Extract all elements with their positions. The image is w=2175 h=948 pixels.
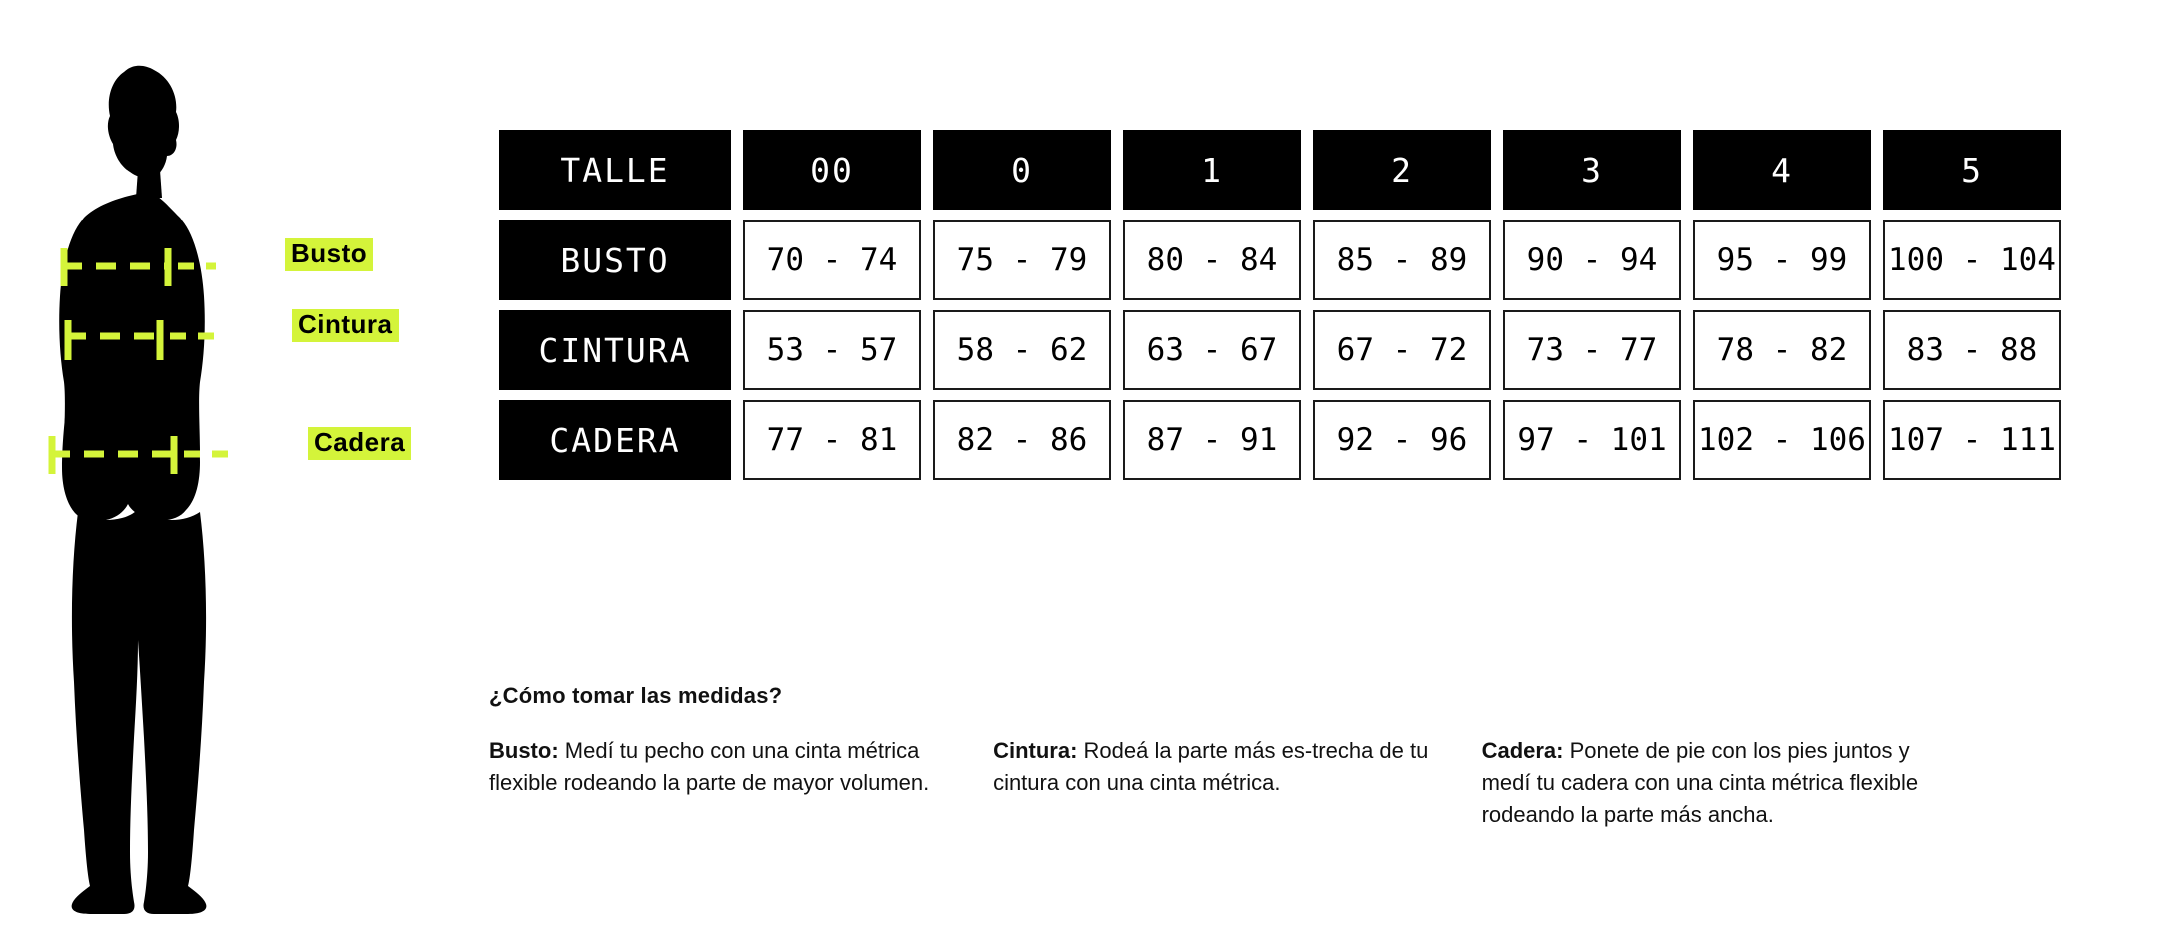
- figure-label-busto: Busto: [285, 238, 373, 271]
- how-to-text-busto: Medí tu pecho con una cinta métrica flexible rodeando la parte de mayor volumen.: [489, 738, 930, 795]
- how-to-term-cintura: Cintura:: [993, 738, 1078, 763]
- female-silhouette-illustration: [20, 20, 470, 920]
- how-to-measure-section: [489, 683, 1919, 831]
- cell-cintura-0: 58 - 62: [933, 310, 1111, 390]
- cell-cintura-00: 53 - 57: [743, 310, 921, 390]
- header-cell-size-2: 2: [1313, 130, 1491, 210]
- cell-busto-2: 85 - 89: [1313, 220, 1491, 300]
- table-row-busto: [499, 220, 2061, 300]
- header-cell-size-00: 00: [743, 130, 921, 210]
- cell-cintura-2: 67 - 72: [1313, 310, 1491, 390]
- cell-busto-4: 95 - 99: [1693, 220, 1871, 300]
- cell-busto-5: 100 - 104: [1883, 220, 2061, 300]
- how-to-item-cadera: [1482, 735, 1919, 831]
- cell-cadera-4: 102 - 106: [1693, 400, 1871, 480]
- figure-panel: [0, 0, 470, 948]
- header-cell-size-0: 0: [933, 130, 1111, 210]
- cell-cadera-2: 92 - 96: [1313, 400, 1491, 480]
- how-to-measure-columns: [489, 735, 1919, 831]
- header-cell-talle: TALLE: [499, 130, 731, 210]
- table-header-row: [499, 130, 2061, 210]
- figure-label-cadera: Cadera: [308, 427, 411, 460]
- header-cell-size-1: 1: [1123, 130, 1301, 210]
- header-cell-size-5: 5: [1883, 130, 2061, 210]
- size-chart-table: [487, 120, 2073, 490]
- cell-cadera-5: 107 - 111: [1883, 400, 2061, 480]
- figure-label-cintura: Cintura: [292, 309, 399, 342]
- cell-cintura-5: 83 - 88: [1883, 310, 2061, 390]
- cell-cadera-0: 82 - 86: [933, 400, 1111, 480]
- header-cell-size-4: 4: [1693, 130, 1871, 210]
- cell-busto-00: 70 - 74: [743, 220, 921, 300]
- how-to-text-cadera: Ponete de pie con los pies juntos y medí tu cadera con una cinta métrica flexible rodeando la parte más ancha.: [1481, 738, 1919, 827]
- cell-cadera-1: 87 - 91: [1123, 400, 1301, 480]
- table-row-cadera: [499, 400, 2061, 480]
- cell-cadera-3: 97 - 101: [1503, 400, 1681, 480]
- cell-busto-1: 80 - 84: [1123, 220, 1301, 300]
- cell-busto-0: 75 - 79: [933, 220, 1111, 300]
- how-to-term-busto: Busto:: [489, 738, 559, 763]
- how-to-measure-title: ¿Cómo tomar las medidas?: [489, 683, 783, 708]
- how-to-text-cintura: Rodeá la parte más es-trecha de tu cintura con una cinta métrica.: [993, 738, 1429, 795]
- cell-cintura-4: 78 - 82: [1693, 310, 1871, 390]
- row-label-busto: BUSTO: [499, 220, 731, 300]
- cell-cintura-1: 63 - 67: [1123, 310, 1301, 390]
- how-to-term-cadera: Cadera:: [1481, 738, 1564, 763]
- cell-busto-3: 90 - 94: [1503, 220, 1681, 300]
- how-to-item-busto: [489, 735, 993, 831]
- row-label-cadera: CADERA: [499, 400, 731, 480]
- row-label-cintura: CINTURA: [499, 310, 731, 390]
- cell-cadera-00: 77 - 81: [743, 400, 921, 480]
- header-cell-size-3: 3: [1503, 130, 1681, 210]
- how-to-item-cintura: [993, 735, 1482, 831]
- table-row-cintura: [499, 310, 2061, 390]
- cell-cintura-3: 73 - 77: [1503, 310, 1681, 390]
